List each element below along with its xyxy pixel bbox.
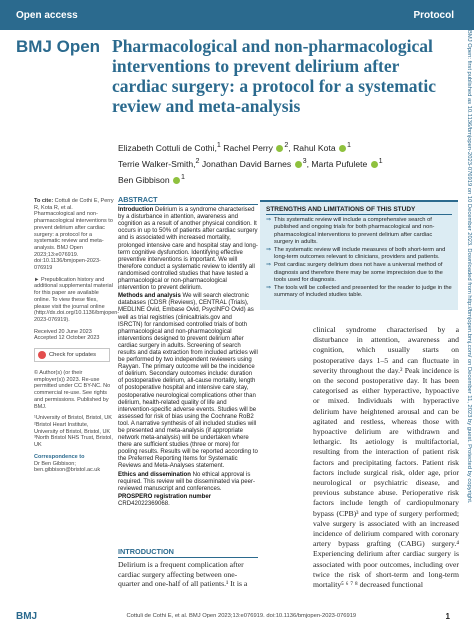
correspondence: Correspondence to Dr Ben Gibbison; ben.gibbison@bristol.ac.uk: [34, 453, 101, 474]
author-name: Rachel Perry: [220, 142, 276, 153]
dates: [34, 329, 114, 342]
journal-name: BMJ Open: [16, 37, 101, 56]
top-banner: [0, 0, 474, 30]
article-title: Pharmacological and non-pharmacological interventions to prevent delirium after cardiac surgery: a protocol for a systematic review and meta-analysis: [112, 36, 436, 116]
citation-info: To cite: Cottuli de Cothi E, Perry R, Kota R, et al. Pharmacological and non-pharmacological interventions to prevent delirium after cardiac surgery: a protocol for a systematic review and meta-analysis. BMJ Open 2023;13:e076919. doi:10.1136/bmjopen-2023-076919: [34, 198, 114, 272]
check-for-updates-button[interactable]: Check for updates: [34, 348, 110, 362]
author-name: Terrie Walker-Smith,: [118, 158, 196, 169]
article-info-column: [34, 198, 120, 479]
author-list: Elizabeth Cottuli de Cothi,$^1$ Rachel Perry $^2$, Rahul Kota $^1$ Terrie Walker-Smith,$^2$ Jonathan David Barnes $^3$, Marta Pufulete $^1$ Ben Gibbison $^1$: [118, 141, 383, 185]
orcid-icon[interactable]: [295, 161, 302, 168]
author-name: Ben Gibbison: [118, 174, 172, 185]
correspondence-email[interactable]: ben.gibbison@bristol.ac.uk: [34, 467, 101, 474]
strengths-heading: STRENGTHS AND LIMITATIONS OF THIS STUDY: [266, 206, 452, 215]
author-name: , Rahul Kota: [288, 142, 338, 153]
strengths-list: [266, 217, 452, 299]
orcid-icon[interactable]: [371, 161, 378, 168]
bmj-logo: BMJ: [16, 610, 38, 622]
list-item: ⇒ The systematic review will include measures of both short-term and long-term outcomes relevant to clinicians, providers and patients.: [266, 247, 452, 261]
open-access-label: Open access: [16, 9, 78, 21]
page-number: 1: [445, 611, 450, 621]
abstract-section: ABSTRACT Introduction Delirium is a syndrome characterised by a disturbance in attention, awareness and cognition as a result of another physical condition. It occurs in up to 50% of patients after cardiac surgery and is associated with increased mortality, prolonged intensive care and hospital stay and long-term cognitive dysfunction. Identifying effective preventive interventions is important. We will therefore conduct a systematic review to identify all randomised controlled studies that have tested a pharmacological or non-pharmacological intervention to prevent delirium. Methods and analysis We will search electronic databases (CDSR (Reviews), CENTRAL (Trials), MEDLINE Ovid, Embase Ovid, PsycINFO Ovid) as well as trial registries (clinicaltrials.gov and ISRCTN) for randomised controlled trials of both pharmacological and non-pharmacological interventions designed to prevent delirium after cardiac surgery in adults. Screening of search results and data extraction from included articles will be performed by two independent reviewers using Rayyan. The primary outcome will be the incidence of delirium. Secondary outcomes include: duration of postoperative delirium, all-cause mortality, length of postoperative hospital and intensive care stay, postoperative neurological complications other than delirium, health-related quality of life and intervention-specific adverse events. Studies will be assessed for risk of bias using the Cochrane RoB2 tool. A narrative synthesis of all included studies will be presented and meta-analysis (if appropriate network meta-analysis) will be undertaken where there are sufficient studies (three or more) for pooling results. Results will be reported according to the Preferred Reporting Items for Systematic Reviews and Meta-Analyses statement. Ethics and dissemination No ethical approval is required. This review will be disseminated via peer-reviewed manuscript and conferences. PROSPERO registration number CRD42022369068.: [118, 195, 258, 507]
abstract-heading: ABSTRACT: [118, 196, 258, 205]
author-name: , Marta Pufulete: [306, 158, 370, 169]
list-item: ⇒ This systematic review will include a comprehensive search of published and ongoing trials for both pharmacological and non-pharmacological interventions to prevent delirium after cardiac surgery in adults.: [266, 217, 452, 246]
copyright-notice: © Author(s) (or their employer(s)) 2023. Re-use permitted under CC BY-NC. No commercial re-use. See rights and permissions. Published by BMJ.: [34, 370, 111, 410]
author-name: Elizabeth Cottuli de Cothi,: [118, 142, 217, 153]
introduction-text: Delirium is a frequent complication after cardiac surgery affecting between one-quarter and one-half of all patients.¹ It is a: [118, 559, 248, 589]
orcid-icon[interactable]: [173, 177, 180, 184]
article-type-label: Protocol: [413, 9, 454, 21]
footer-citation: Cottuli de Cothi E, et al. BMJ Open 2023;13:e076919. doi:10.1136/bmjopen-2023-076919: [126, 613, 357, 619]
page-footer: [16, 608, 450, 624]
orcid-icon[interactable]: [276, 145, 283, 152]
list-item: ⇒ Post cardiac surgery delirium does not have a universal method of diagnosis and therefore there may be some imprecision due to the tools used for diagnosis.: [266, 262, 452, 284]
author-name: Jonathan David Barnes: [199, 158, 294, 169]
orcid-icon[interactable]: [339, 145, 346, 152]
list-item: ⇒ The tools will be collected and presented for the reader to judge in the summary of included studies table.: [266, 285, 452, 299]
accepted-date: Accepted 12 October 2023: [34, 335, 100, 342]
check-updates-icon: [38, 351, 46, 359]
strengths-limitations-box: [260, 200, 458, 310]
received-date: Received 20 June 2023: [34, 328, 92, 335]
affiliations: ¹University of Bristol, Bristol, UK ²Bristol Heart Institute, University of Bristol, Bristol, UK ³North Bristol NHS Trust, Bristol, UK: [34, 415, 113, 449]
introduction-heading: INTRODUCTION: [118, 547, 258, 558]
side-download-notice: BMJ Open: first published as 10.1136/bmjopen-2023-076919 on 10 December 2023. Downloaded from http://bmjopen.bmj.com/ on December 11, 2023 by guest. Protected by copyright.: [466, 30, 472, 504]
body-text-column: clinical syndrome characterised by a disturbance in attention, awareness and cognition, which usually starts on postoperative days 1–5 and can fluctuate in severity throughout the day.² Peak incidence is on the second postoperative day. It has been categorised as either hyperactive, hypoactive or mixed. Individuals with hyperactive delirium have heightened arousal and can be agitated and restless, whereas those with hypoactive delirium are withdrawn and lethargic. Its aetiology is multifactorial, resulting from the interaction of patient risk factors and precipitating factors. Patient risk factors include surgical risk, older age, prior neurological or psychiatric disease, and previous substance abuse. Perioperative risk factors include length of cardiopulmonary bypass (CPB)³ and type of surgery performed; valve surgery is associated with an increased incidence of delirium compared with coronary artery bypass grafting (CABG) surgery.⁴ Experiencing delirium after cardiac surgery is associated with poor outcomes, including over twice the risk of short-term and long-term mortality⁵ ⁶ ⁷ ⁸ decreased functional: [313, 325, 459, 590]
prepublication-note[interactable]: ► Prepublication history and additional supplemental material for this paper are available online. To view these files, please visit the journal online (http://dx.doi.org/10.1136/bmjopen-2023-076919).: [34, 276, 120, 323]
introduction-section: [118, 547, 258, 589]
